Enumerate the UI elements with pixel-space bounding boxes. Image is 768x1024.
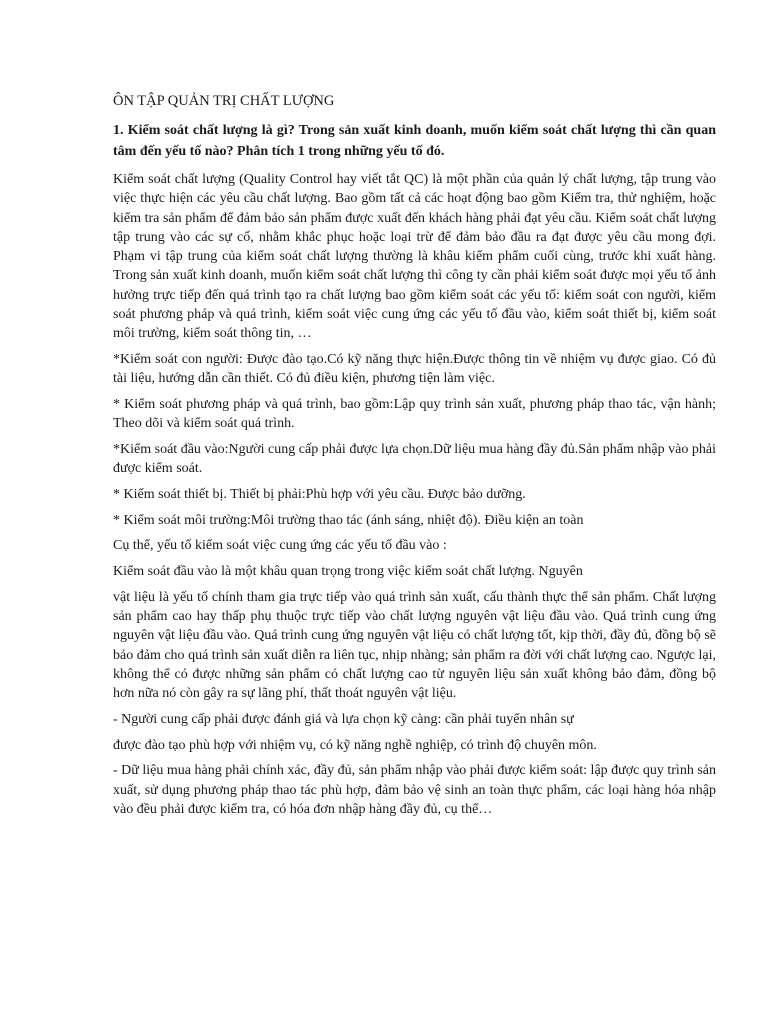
paragraph-environment-control: * Kiểm soát môi trường:Môi trường thao tác (ánh sáng, nhiệt độ). Điều kiện an toàn [113, 512, 584, 528]
paragraph-supplier: - Người cung cấp phải được đánh giá và lựa chọn kỹ càng: cần phải tuyển nhân sự [113, 711, 574, 727]
paragraph-input-control: *Kiểm soát đầu vào:Người cung cấp phải được lựa chọn.Dữ liệu mua hàng đầy đủ.Sản phẩm nhập vào phải được kiểm soát. [113, 442, 716, 477]
paragraph-training: được đào tạo phù hợp với nhiệm vụ, có kỹ năng nghề nghiệp, có trình độ chuyên môn. [113, 737, 597, 753]
paragraph-specific-factor: Cụ thể, yếu tố kiểm soát việc cung ứng các yếu tố đầu vào : [113, 538, 447, 554]
paragraph-people-control: *Kiểm soát con người: Được đào tạo.Có kỹ năng thực hiện.Được thông tin về nhiệm vụ được giao. Có đủ tài liệu, hướng dẫn cần thiết. Có đủ điều kiện, phương tiện làm việc. [113, 352, 716, 387]
question-heading: 1. Kiểm soát chất lượng là gì? Trong sản xuất kinh doanh, muốn kiểm soát chất lượng thì cần quan tâm đến yếu tố nào? Phân tích 1 trong những yếu tố đó. [113, 123, 716, 159]
paragraph-input-importance: Kiểm soát đầu vào là một khâu quan trọng trong việc kiểm soát chất lượng. Nguyên [113, 564, 583, 580]
paragraph-materials: vật liệu là yếu tố chính tham gia trực tiếp vào quá trình sản xuất, cấu thành thực thể sản phẩm. Chất lượng sản phẩm cao hay thấp phụ thuộc trực tiếp vào chất lượng nguyên vật liệu đầu vào. Quá trình cung ứng nguyên vật liệu đầu vào. Quá trình cung ứng nguyên vật liệu có chất lượng tốt, kịp thời, đầy đủ, đồng bộ sẽ bảo đảm cho quá trình sản xuất diễn ra liên tục, nhịp nhàng; sản phẩm ra đời với chất lượng cao. Ngược lại, không thể có được những sản phẩm có chất lượng cao từ nguyên liệu sản xuất không bảo đảm, đồng bộ hơn nữa nó còn gây ra sự lãng phí, thất thoát nguyên vật liệu. [113, 589, 716, 702]
paragraph-definition: Kiểm soát chất lượng (Quality Control hay viết tắt QC) là một phần của quản lý chất lượng, tập trung vào việc thực hiện các yêu cầu chất lượng. Bao gồm tất cả các hoạt động bao gồm Kiểm tra, thử nghiệm, hoặc kiểm tra sản phẩm để đảm bảo sản phẩm được xuất đến khách hàng phải đạt yêu cầu. Kiểm soát chất lượng tập trung vào các sự cố, nhằm khắc phục hoặc loại trừ để đảm bảo đầu ra đạt được yêu cầu mong đợi. Phạm vi tập trung của kiểm soát chất lượng thường là khâu kiểm phẩm cuối cùng, trước khi xuất hàng. Trong sản xuất kinh doanh, muốn kiểm soát chất lượng thì công ty cần phải kiểm soát được mọi yếu tố ảnh hưởng trực tiếp đến quá trình tạo ra chất lượng bao gồm kiểm soát các yếu tố: kiểm soát con người, kiểm soát phương pháp và quá trình, kiểm soát việc cung ứng các yếu tố đầu vào, kiểm soát thiết bị, kiểm soát môi trường, kiểm soát thông tin, … [113, 172, 716, 342]
paragraph-equipment-control: * Kiểm soát thiết bị. Thiết bị phải:Phù hợp với yêu cầu. Được bảo dưỡng. [113, 487, 526, 503]
document-title: ÔN TẬP QUẢN TRỊ CHẤT LƯỢNG [113, 93, 335, 109]
paragraph-purchase-data: - Dữ liệu mua hàng phải chính xác, đầy đủ, sản phẩm nhập vào phải được kiểm soát: lập được quy trình sản xuất, sử dụng phương pháp thao tác phù hợp, đảm bảo vệ sinh an toàn thực phẩm, các loại hàng hóa nhập vào đều phải được kiểm tra, có hóa đơn nhập hàng đầy đủ, cụ thể… [113, 763, 716, 817]
paragraph-method-control: * Kiểm soát phương pháp và quá trình, bao gồm:Lập quy trình sản xuất, phương pháp thao tác, vận hành; Theo dõi và kiểm soát quá trình. [113, 397, 716, 432]
